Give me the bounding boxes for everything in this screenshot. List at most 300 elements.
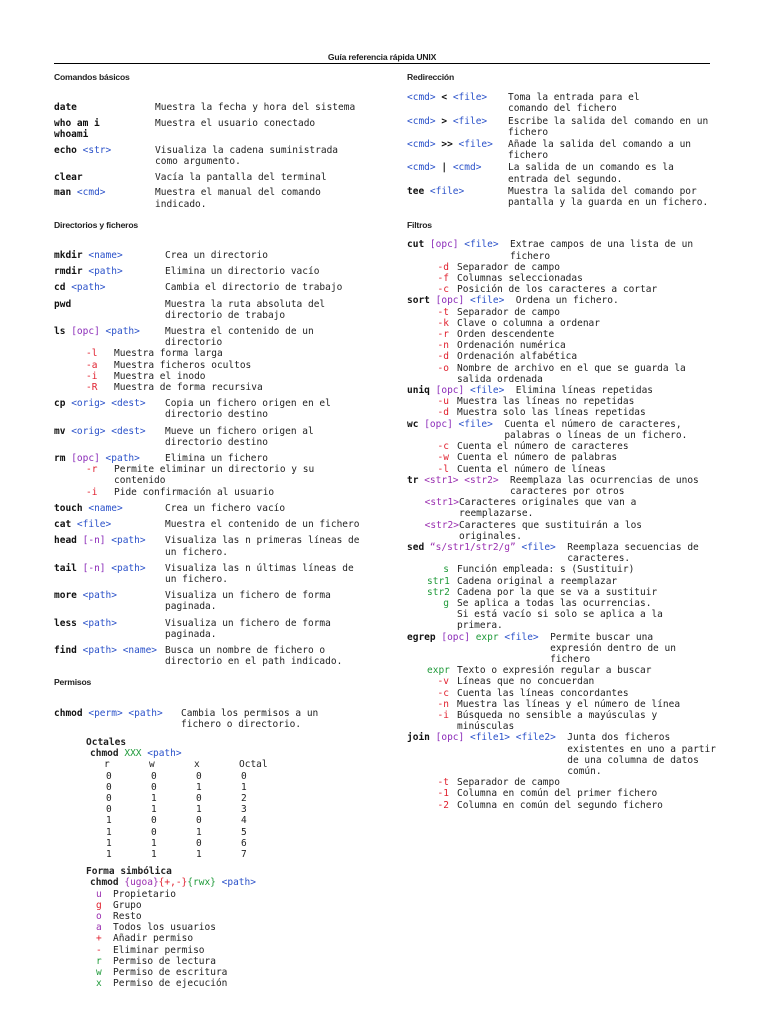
command — [407, 92, 508, 114]
command-row — [54, 299, 389, 321]
desc-line: Clave o columna a ordenar — [457, 317, 600, 329]
desc-line: La salida de un comando es la — [508, 162, 674, 174]
command-line — [54, 118, 155, 129]
desc-line: indicado. — [155, 198, 207, 210]
dir-command-block — [54, 563, 389, 585]
option-flag: -c — [437, 687, 449, 699]
command — [54, 299, 165, 321]
desc-line: Visualiza un fichero de forma — [165, 617, 331, 629]
option-flag: -i — [86, 486, 98, 498]
filter-line — [407, 385, 717, 396]
option-flag: -r — [437, 329, 449, 341]
argument: <path> — [221, 877, 256, 889]
desc-line: Cuenta el número de líneas — [457, 463, 606, 475]
command — [407, 385, 516, 396]
command-name: chmod — [54, 707, 83, 719]
argument: <path> — [82, 644, 117, 656]
basic-command-row — [54, 172, 389, 183]
argument: <str1> — [424, 474, 459, 486]
option-row — [427, 676, 717, 687]
desc-line: fichero — [508, 126, 549, 138]
desc-line: Visualiza las n primeras líneas de — [165, 535, 360, 547]
description — [165, 590, 389, 612]
option-flag: -n — [437, 340, 449, 352]
filter-head — [407, 542, 717, 564]
option-row — [86, 360, 389, 371]
section-title-redireccion: Redirección — [407, 72, 454, 82]
octal-cell: 0 — [151, 781, 157, 793]
argument: <cmd> — [407, 139, 436, 151]
command-name: date — [54, 102, 77, 114]
command — [54, 453, 165, 464]
option-row — [427, 464, 717, 475]
option-row — [427, 699, 717, 710]
left-column — [54, 72, 389, 989]
desc-line: Cuenta el número de palabras — [457, 452, 618, 464]
command-line — [54, 187, 155, 198]
filter-line — [407, 475, 717, 497]
desc-line: minúsculas — [457, 721, 515, 733]
desc-line: Junta dos ficheros — [567, 732, 671, 744]
description — [165, 326, 389, 348]
option-row — [427, 777, 717, 788]
description — [155, 172, 389, 183]
option-flag: -n — [437, 698, 449, 710]
octal-cell: 0 — [196, 792, 202, 804]
option-flag: str2 — [427, 586, 450, 598]
desc-line: Escribe la salida del comando en un — [508, 115, 709, 127]
symbolic-key: - — [96, 944, 102, 956]
option-row — [427, 396, 717, 407]
description — [165, 645, 389, 667]
command-name: who am i — [54, 117, 100, 129]
desc-line: Muestra el inodo — [114, 370, 206, 382]
command — [54, 426, 165, 448]
symbolic-desc: Resto — [113, 910, 142, 922]
argument: <path> — [111, 562, 146, 574]
argument: <cmd> — [452, 162, 482, 174]
option-desc — [457, 351, 577, 362]
description — [155, 102, 389, 113]
options — [407, 665, 717, 732]
dir-command-block — [54, 250, 389, 261]
desc-line: Se aplica a todas las ocurrencias. — [457, 597, 652, 609]
options — [407, 396, 717, 418]
option-flag: -c — [437, 284, 449, 296]
desc-line: Reemplaza secuencias de — [567, 541, 699, 553]
octal-cell: 4 — [241, 815, 247, 827]
basic-command-row — [54, 118, 389, 140]
desc-line: Reemplaza las ocurrencias de unos — [510, 474, 699, 486]
command-row — [54, 426, 389, 448]
desc-line: Elimina un fichero — [165, 453, 268, 465]
symbolic-desc: Permiso de ejecución — [113, 978, 228, 990]
command — [54, 519, 165, 530]
octal-cell: 1 — [106, 815, 112, 827]
command-row — [54, 250, 389, 261]
desc-line: Extrae campos de una lista de un — [510, 239, 694, 251]
desc-line: Cuenta las líneas concordantes — [457, 687, 629, 699]
symbolic-item — [86, 889, 389, 900]
desc-line: expresión dentro de un — [550, 642, 676, 654]
argument: [opc] — [71, 326, 100, 338]
argument: <file> — [458, 139, 493, 151]
desc-line: directorio en el path indicado. — [165, 656, 343, 668]
command-name: pwd — [54, 298, 72, 310]
option-row — [427, 564, 717, 575]
desc-line: Cadena por la que se va a sustituir — [457, 586, 658, 598]
desc-line: Muestra las líneas no repetidas — [457, 396, 635, 408]
desc-line: Cambia el directorio de trabajo — [165, 282, 343, 294]
argument: <perm> — [88, 707, 123, 719]
option-row — [427, 407, 717, 418]
desc-line: Elimina líneas repetidas — [515, 385, 654, 397]
description — [165, 503, 389, 514]
symbolic-key: x — [96, 978, 102, 990]
description — [508, 162, 717, 184]
dir-command-block — [54, 299, 389, 321]
desc-line: caracteres. — [567, 553, 631, 565]
description — [508, 139, 717, 161]
option-flag: -w — [437, 452, 449, 464]
desc-line: fichero o directorio. — [181, 718, 302, 730]
octal-cell: 0 — [151, 815, 157, 827]
option-flag: <str2> — [424, 519, 459, 531]
option-desc — [457, 284, 657, 295]
option-row — [427, 710, 717, 732]
desc-line: contenido — [114, 475, 166, 487]
desc-line: pantalla y la guarda en un fichero. — [508, 197, 709, 209]
option-row — [427, 441, 717, 452]
desc-line: Busca un nombre de fichero o — [165, 644, 326, 656]
option-desc — [114, 464, 314, 486]
basic-command-row — [54, 145, 389, 167]
description — [165, 299, 389, 321]
command — [54, 563, 165, 585]
desc-line: Líneas que no concuerdan — [457, 676, 595, 688]
command-name: whoami — [54, 129, 89, 141]
argument: “s/str1/str2/g” — [429, 541, 516, 553]
section-title-filtros: Filtros — [407, 220, 432, 231]
option-row — [427, 363, 717, 385]
dir-command-block — [54, 426, 389, 448]
option-desc — [457, 464, 606, 475]
page-header — [54, 52, 710, 64]
filter-line — [407, 419, 717, 441]
page-title: Guía referencia rápida UNIX — [327, 52, 437, 62]
filter-head — [407, 632, 717, 666]
symbolic-key: a — [96, 922, 102, 934]
filter-head — [407, 419, 717, 441]
argument: <file> — [464, 239, 499, 251]
octal-cell: 0 — [196, 815, 202, 827]
octal-cell: 0 — [106, 770, 112, 782]
option-flag: -v — [437, 676, 449, 688]
desc-line: Mueve un fichero origen al — [165, 425, 314, 437]
desc-line: Crea un directorio — [165, 250, 268, 262]
command — [54, 535, 165, 557]
symbolic-item — [86, 956, 389, 967]
options — [54, 464, 389, 498]
filter-block — [407, 632, 717, 733]
command-name: cd — [54, 282, 66, 294]
chmod-row — [54, 708, 389, 730]
option-flag: -r — [86, 464, 98, 476]
dir-command-block — [54, 519, 389, 530]
option-row — [427, 318, 717, 329]
command — [54, 398, 165, 420]
filter-head — [407, 239, 717, 261]
octal-cell: 2 — [241, 792, 247, 804]
octal-header: r — [104, 759, 110, 771]
description — [165, 266, 389, 277]
description — [165, 618, 389, 640]
symbolic-item — [86, 911, 389, 922]
octal-cell: 0 — [196, 837, 202, 849]
desc-line: Toma la entrada para el — [508, 92, 640, 104]
desc-line: Permite buscar una — [550, 631, 654, 643]
option-desc — [459, 497, 636, 519]
command — [54, 590, 165, 612]
option-desc — [457, 452, 617, 463]
command-row — [54, 535, 389, 557]
argument: [opc] — [435, 385, 465, 397]
octal-cell: 0 — [151, 826, 157, 838]
command-row — [54, 590, 389, 612]
desc-line: Búsqueda no sensible a mayúsculas y — [457, 709, 658, 721]
argument: <orig> — [71, 425, 106, 437]
option-flag: -c — [437, 441, 449, 453]
desc-line: Visualiza las n últimas líneas de — [165, 562, 354, 574]
desc-line: fichero — [510, 250, 551, 262]
command — [54, 503, 165, 514]
command — [407, 116, 508, 138]
option-desc — [457, 788, 657, 799]
desc-line: Separador de campo — [457, 777, 560, 789]
option-flag: g — [443, 597, 449, 609]
argument: <file> — [504, 631, 539, 643]
option-flag: -l — [437, 463, 449, 475]
option-row — [427, 351, 717, 362]
command — [407, 186, 508, 208]
desc-line: existentes en uno a partir — [567, 743, 716, 755]
option-row — [86, 348, 389, 359]
desc-line: Caracteres originales que van a — [459, 497, 637, 509]
argument: <file> — [452, 92, 488, 104]
argument: <orig> — [71, 398, 106, 410]
octal-command — [86, 748, 389, 759]
description — [567, 732, 717, 777]
argument: <path> — [147, 748, 182, 760]
option-flag: -t — [437, 777, 449, 789]
symbolic-desc: Añadir permiso — [113, 933, 194, 945]
desc-line: entrada del segundo. — [508, 173, 623, 185]
option-row — [427, 576, 717, 587]
command-name: tee — [407, 185, 425, 197]
symbolic-desc: Propietario — [113, 888, 176, 900]
command-row — [54, 326, 389, 348]
desc-line: Orden descendente — [457, 329, 555, 341]
desc-line: Si está vacío si solo se aplica a la — [457, 609, 663, 621]
options — [407, 564, 717, 631]
option-desc — [457, 777, 560, 788]
dir-command-block — [54, 453, 389, 498]
desc-line: fichero — [508, 150, 549, 162]
argument: expr — [475, 631, 499, 643]
command — [54, 172, 155, 183]
option-desc — [457, 598, 663, 632]
command-name: >> — [441, 139, 453, 151]
description — [165, 250, 389, 261]
command-line — [54, 145, 155, 156]
filter-head — [407, 732, 717, 777]
symbolic-item — [86, 922, 389, 933]
symbolic-item — [86, 945, 389, 956]
desc-line: Cadena original a reemplazar — [457, 575, 618, 587]
symbolic-desc: Permiso de escritura — [113, 967, 228, 978]
argument: <str> — [82, 144, 112, 156]
redirect-row — [407, 116, 717, 138]
command — [54, 266, 165, 277]
argument: <file> — [76, 519, 112, 531]
option-desc — [114, 360, 251, 371]
desc-line: Crea un fichero vacío — [165, 502, 286, 514]
octal-header: w — [149, 759, 155, 771]
option-flag: -2 — [437, 799, 449, 811]
desc-line: paginada. — [165, 628, 217, 640]
option-desc — [114, 487, 274, 498]
redirect-row — [407, 186, 717, 208]
argument: <cmd> — [407, 92, 436, 104]
octal-cell: 1 — [241, 781, 247, 793]
octal-cell: 0 — [106, 792, 112, 804]
option-row — [427, 273, 717, 284]
desc-line: como argumento. — [155, 156, 241, 168]
option-desc — [457, 407, 646, 418]
command-name: head — [54, 535, 77, 547]
argument: [opc] — [429, 239, 459, 251]
section-title-permisos: Permisos — [54, 677, 92, 688]
option-desc — [457, 307, 560, 318]
basic-command-row — [54, 102, 389, 113]
option-flag: -k — [437, 317, 449, 329]
desc-line: Ordenación alfabética — [457, 351, 578, 363]
option-row — [427, 262, 717, 273]
option-flag: -f — [437, 273, 449, 285]
redirect-row — [407, 162, 717, 184]
desc-line: Visualiza un fichero de forma — [165, 590, 331, 602]
options — [407, 307, 717, 385]
desc-line: Añade la salida del comando a un — [508, 139, 692, 151]
options — [407, 441, 717, 475]
argument: [opc] — [424, 418, 453, 430]
octal-cell: 1 — [151, 804, 157, 816]
command-name: echo — [54, 144, 77, 156]
option-desc — [457, 363, 686, 385]
command-row — [54, 266, 389, 277]
command — [54, 102, 155, 113]
command-name: < — [441, 92, 448, 104]
option-desc — [457, 564, 634, 575]
filter-block — [407, 419, 717, 475]
argument: <file1> — [469, 732, 511, 744]
desc-line: Muestra de forma recursiva — [114, 382, 263, 394]
desc-line: comando del fichero — [508, 103, 617, 115]
filter-line — [407, 295, 717, 306]
command-name: > — [441, 115, 448, 127]
option-flag: -i — [437, 709, 449, 721]
filter-block — [407, 295, 717, 385]
option-row — [86, 464, 389, 486]
argument: <dest> — [111, 425, 146, 437]
option-flag: -a — [86, 359, 98, 371]
symbolic-title: Forma simbólica — [86, 866, 172, 878]
argument: <path> — [88, 266, 123, 278]
argument: <cmd> — [407, 162, 436, 174]
section-title-basicos: Comandos básicos — [54, 72, 130, 82]
octal-table — [86, 759, 389, 860]
option-desc — [457, 273, 583, 284]
command-name: touch — [54, 502, 83, 514]
argument: <file> — [521, 541, 556, 553]
symbolic-key: g — [96, 899, 102, 911]
command — [407, 732, 567, 777]
command-name: cat — [54, 519, 72, 531]
option-desc — [457, 329, 554, 340]
option-row — [421, 497, 717, 519]
command — [407, 162, 508, 184]
octal-cell: 7 — [241, 848, 247, 860]
command-row — [54, 398, 389, 420]
argument: <path> — [71, 282, 106, 294]
argument: <name> — [122, 644, 158, 656]
argument: <dest> — [111, 398, 146, 410]
description — [516, 295, 717, 306]
symbolic-key: o — [96, 910, 102, 922]
dir-command-block — [54, 326, 389, 393]
command-name: chmod — [90, 877, 119, 889]
option-row — [86, 371, 389, 382]
symbolic-key: + — [96, 933, 102, 945]
symbolic-key: w — [96, 967, 102, 978]
right-column — [407, 72, 717, 811]
option-row — [427, 284, 717, 295]
argument: <file> — [452, 115, 488, 127]
symbolic-key: r — [96, 955, 102, 967]
desc-line: Muestra la fecha y hora del sistema — [155, 102, 356, 114]
desc-line: Separador de campo — [457, 261, 560, 273]
command-line — [54, 129, 155, 140]
argument: <file> — [469, 385, 505, 397]
option-flag: s — [443, 564, 449, 576]
description — [508, 92, 717, 114]
octal-cell: 3 — [241, 804, 247, 816]
command-row — [54, 519, 389, 530]
command-name: rm — [54, 453, 66, 465]
desc-line: palabras o líneas de un fichero. — [504, 429, 688, 441]
octal-cell: 1 — [196, 804, 202, 816]
desc-line: fichero — [550, 653, 591, 665]
desc-line: directorio destino — [165, 436, 268, 448]
octal-xxx: XXX — [124, 748, 142, 760]
desc-line: Columnas seleccionadas — [457, 273, 583, 285]
desc-line: Cambia los permisos a un — [181, 707, 319, 719]
command-name: man — [54, 187, 72, 199]
desc-line: Posición de los caracteres a cortar — [457, 284, 658, 296]
octal-cell: 1 — [196, 826, 202, 838]
dir-command-block — [54, 282, 389, 293]
desc-line: Separador de campo — [457, 306, 560, 318]
